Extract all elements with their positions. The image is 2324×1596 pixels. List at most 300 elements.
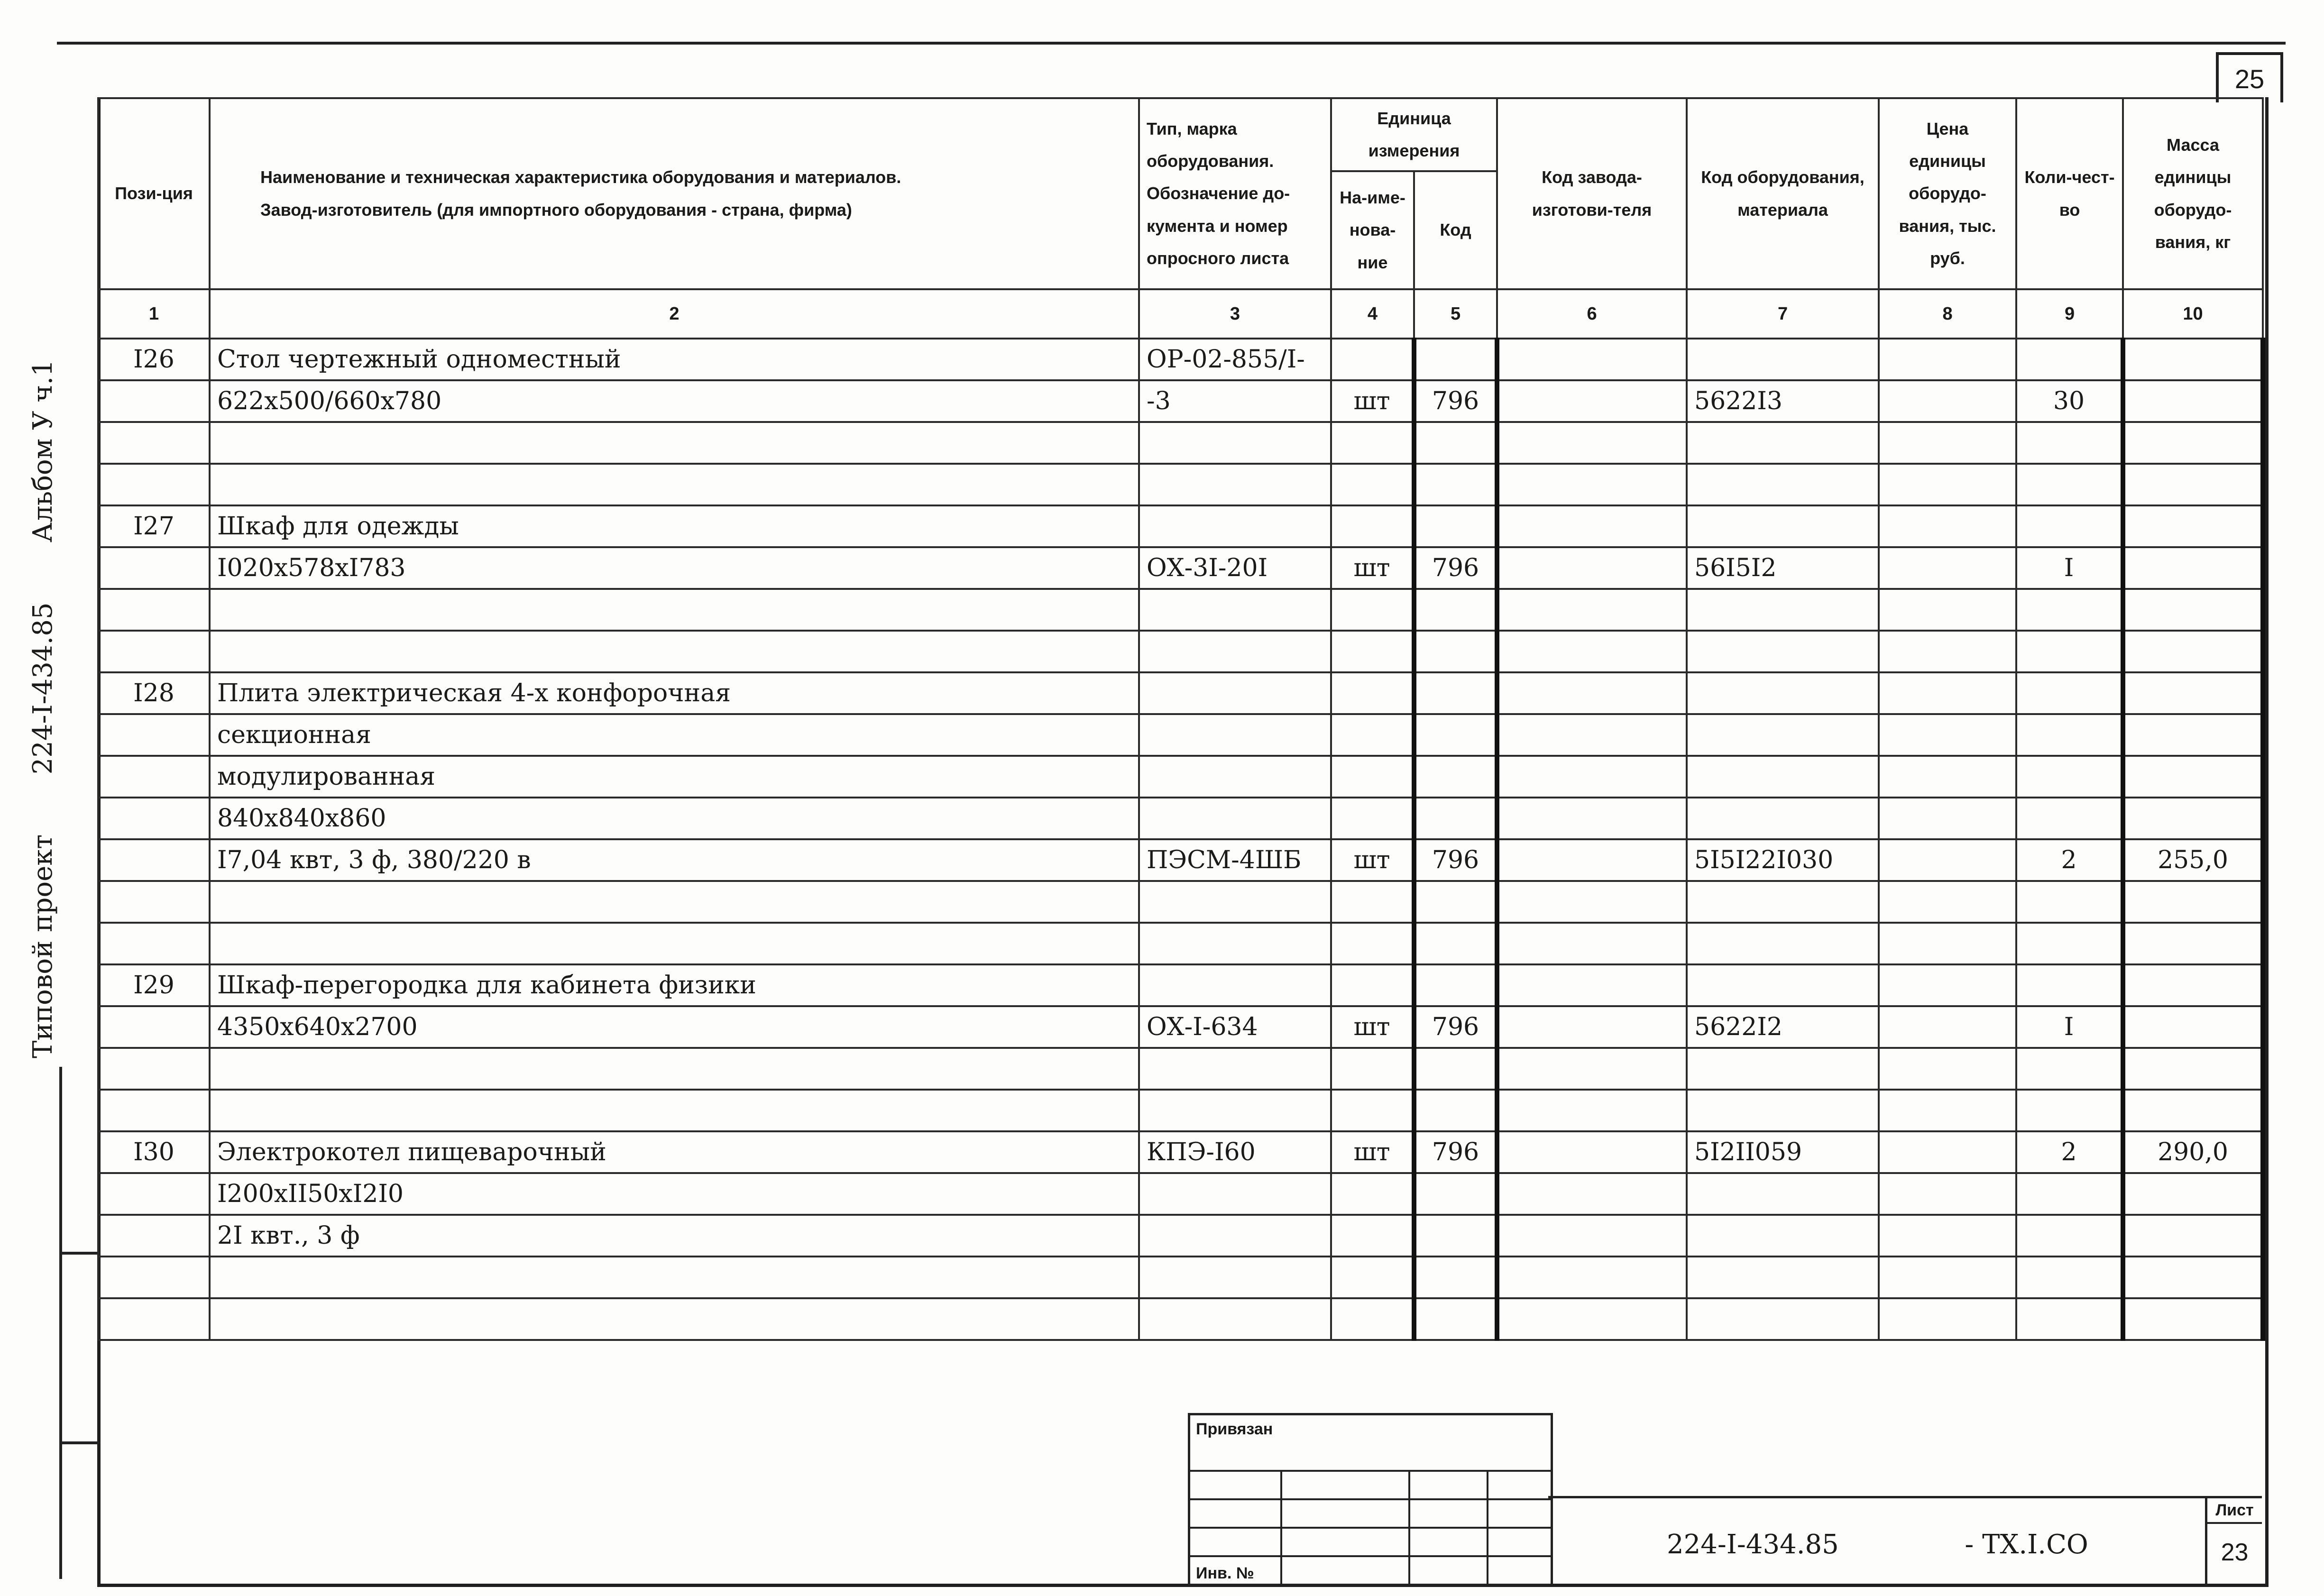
row-position: I28: [98, 672, 210, 714]
row-name: 622х500/660х780: [210, 380, 1139, 422]
row-factory-code: [1497, 1257, 1687, 1298]
row-mass: [2123, 756, 2263, 798]
row-position: [98, 798, 210, 839]
row-mass: [2123, 505, 2263, 547]
row-quantity: [2016, 1298, 2123, 1340]
strip-divider: [59, 1252, 100, 1255]
row-mass: [2123, 881, 2263, 923]
row-type: [1139, 964, 1331, 1006]
row-price: [1879, 1257, 2016, 1298]
row-quantity: 2: [2016, 1131, 2123, 1173]
row-type: [1139, 505, 1331, 547]
row-position: [98, 1090, 210, 1131]
side-album: Альбом У ч.1: [27, 359, 58, 543]
row-position: [98, 1215, 210, 1257]
row-equipment-code: 5I2II059: [1687, 1131, 1879, 1173]
row-unit-code: 796: [1414, 839, 1497, 881]
row-name: [210, 589, 1139, 631]
row-unit: шт: [1331, 380, 1414, 422]
row-position: I27: [98, 505, 210, 547]
row-price: [1879, 547, 2016, 589]
header-row: [98, 98, 2263, 171]
col-header-name-line1: Наименование и техническая характеристика оборудования и материалов.: [260, 167, 901, 187]
row-unit: [1331, 672, 1414, 714]
row-position: [98, 464, 210, 505]
row-mass: [2123, 964, 2263, 1006]
row-factory-code: [1497, 547, 1687, 589]
row-unit-code: [1414, 923, 1497, 964]
row-price: [1879, 339, 2016, 380]
table-row: [98, 1131, 2263, 1173]
row-factory-code: [1497, 505, 1687, 547]
row-name: [210, 464, 1139, 505]
sheet-box: [2205, 1498, 2262, 1586]
row-mass: [2123, 1090, 2263, 1131]
column-number: 6: [1497, 289, 1687, 339]
row-position: [98, 1257, 210, 1298]
row-unit-code: [1414, 1090, 1497, 1131]
row-price: [1879, 714, 2016, 756]
row-unit-code: [1414, 589, 1497, 631]
page-number: 25: [2216, 52, 2283, 102]
row-type: [1139, 1215, 1331, 1257]
row-position: [98, 839, 210, 881]
row-type: ОХ-I-634: [1139, 1006, 1331, 1048]
table-row: [98, 505, 2263, 547]
binding-strip: [59, 1067, 100, 1579]
col-header-unit-code: Код: [1414, 171, 1497, 289]
row-equipment-code: 5622I2: [1687, 1006, 1879, 1048]
row-type: [1139, 589, 1331, 631]
col-header-position: Пози-ция: [98, 98, 210, 289]
row-unit-code: [1414, 1215, 1497, 1257]
row-factory-code: [1497, 1173, 1687, 1215]
top-rule: [57, 42, 2286, 45]
table-row: [98, 881, 2263, 923]
row-type: [1139, 798, 1331, 839]
row-price: [1879, 464, 2016, 505]
table-row: [98, 464, 2263, 505]
stamp-line: [1190, 1498, 1551, 1500]
row-quantity: [2016, 505, 2123, 547]
row-equipment-code: [1687, 923, 1879, 964]
side-project-type: Типовой проект: [27, 834, 58, 1058]
row-position: [98, 631, 210, 672]
row-mass: [2123, 1006, 2263, 1048]
table-row: [98, 1048, 2263, 1090]
row-type: ОР-02-855/I-: [1139, 339, 1331, 380]
row-position: [98, 714, 210, 756]
column-number: 7: [1687, 289, 1879, 339]
table-row: [98, 422, 2263, 464]
row-price: [1879, 923, 2016, 964]
row-equipment-code: [1687, 1298, 1879, 1340]
row-type: [1139, 422, 1331, 464]
row-position: [98, 1298, 210, 1340]
row-position: [98, 756, 210, 798]
row-equipment-code: [1687, 672, 1879, 714]
row-unit: [1331, 631, 1414, 672]
row-unit: [1331, 1048, 1414, 1090]
row-type: [1139, 1257, 1331, 1298]
row-unit: [1331, 339, 1414, 380]
row-mass: [2123, 547, 2263, 589]
row-quantity: [2016, 1215, 2123, 1257]
row-unit-code: 796: [1414, 1131, 1497, 1173]
row-name: [210, 422, 1139, 464]
row-position: [98, 923, 210, 964]
row-name: Шкаф-перегородка для кабинета физики: [210, 964, 1139, 1006]
row-equipment-code: [1687, 1215, 1879, 1257]
row-unit: шт: [1331, 1006, 1414, 1048]
row-mass: [2123, 589, 2263, 631]
row-unit-code: [1414, 756, 1497, 798]
col-header-factory-code: Код завода-изготови-теля: [1497, 98, 1687, 289]
row-price: [1879, 672, 2016, 714]
row-type: [1139, 756, 1331, 798]
document-designation: [1667, 1529, 2088, 1560]
side-stamp: [21, 330, 64, 1088]
row-unit-code: [1414, 881, 1497, 923]
row-price: [1879, 756, 2016, 798]
row-unit: [1331, 881, 1414, 923]
row-unit-code: [1414, 1048, 1497, 1090]
row-quantity: [2016, 589, 2123, 631]
table-row: [98, 756, 2263, 798]
row-name: [210, 1090, 1139, 1131]
row-position: I29: [98, 964, 210, 1006]
row-position: [98, 1006, 210, 1048]
row-name: 2I квт., 3 ф: [210, 1215, 1139, 1257]
row-unit: шт: [1331, 547, 1414, 589]
row-name: 840х840х860: [210, 798, 1139, 839]
row-name: [210, 1298, 1139, 1340]
row-quantity: [2016, 1090, 2123, 1131]
row-price: [1879, 798, 2016, 839]
table-row: [98, 1090, 2263, 1131]
row-price: [1879, 1173, 2016, 1215]
row-quantity: [2016, 1048, 2123, 1090]
stamp-line: [1190, 1555, 1551, 1557]
table-row: [98, 672, 2263, 714]
row-price: [1879, 1298, 2016, 1340]
table-row: [98, 380, 2263, 422]
row-price: [1879, 1090, 2016, 1131]
row-position: [98, 547, 210, 589]
row-price: [1879, 881, 2016, 923]
stamp-line: [1280, 1470, 1282, 1584]
row-unit: [1331, 1298, 1414, 1340]
row-mass: 255,0: [2123, 839, 2263, 881]
row-factory-code: [1497, 1298, 1687, 1340]
table-row: [98, 1298, 2263, 1340]
row-price: [1879, 422, 2016, 464]
row-price: [1879, 1131, 2016, 1173]
row-factory-code: [1497, 839, 1687, 881]
row-mass: [2123, 1048, 2263, 1090]
row-name: I020х578хI783: [210, 547, 1139, 589]
row-name: Стол чертежный одноместный: [210, 339, 1139, 380]
col-header-name: [210, 98, 1139, 289]
row-price: [1879, 631, 2016, 672]
row-quantity: [2016, 964, 2123, 1006]
row-equipment-code: 56I5I2: [1687, 547, 1879, 589]
row-name: секционная: [210, 714, 1139, 756]
table-row: [98, 923, 2263, 964]
row-equipment-code: [1687, 714, 1879, 756]
row-type: [1139, 923, 1331, 964]
sheet-label: Лист: [2207, 1498, 2262, 1524]
title-block: [1548, 1496, 2262, 1586]
row-mass: [2123, 714, 2263, 756]
row-name: 4350х640х2700: [210, 1006, 1139, 1048]
row-name: [210, 1048, 1139, 1090]
row-name: Плита электрическая 4-х конфорочная: [210, 672, 1139, 714]
row-name: модулированная: [210, 756, 1139, 798]
row-factory-code: [1497, 464, 1687, 505]
row-unit-code: [1414, 964, 1497, 1006]
row-unit: [1331, 422, 1414, 464]
row-position: [98, 380, 210, 422]
row-mass: [2123, 339, 2263, 380]
column-number: 2: [210, 289, 1139, 339]
row-factory-code: [1497, 1006, 1687, 1048]
tie-stamp: [1188, 1413, 1553, 1586]
row-type: [1139, 714, 1331, 756]
row-factory-code: [1497, 631, 1687, 672]
row-factory-code: [1497, 798, 1687, 839]
row-type: [1139, 1090, 1331, 1131]
row-quantity: [2016, 672, 2123, 714]
col-header-type: Тип, марка оборудования. Обозначение до-кумента и номер опросного листа: [1139, 98, 1331, 289]
row-name: I200хII50хI2I0: [210, 1173, 1139, 1215]
row-unit: [1331, 964, 1414, 1006]
row-mass: [2123, 1173, 2263, 1215]
strip-divider: [59, 1441, 100, 1444]
row-quantity: 30: [2016, 380, 2123, 422]
row-factory-code: [1497, 380, 1687, 422]
row-unit: [1331, 464, 1414, 505]
row-equipment-code: [1687, 1048, 1879, 1090]
row-type: ПЭСМ-4ШБ: [1139, 839, 1331, 881]
col-header-unit-name: На-име-нова-ние: [1331, 171, 1414, 289]
row-unit-code: 796: [1414, 547, 1497, 589]
row-type: [1139, 1298, 1331, 1340]
table-row: [98, 839, 2263, 881]
row-mass: [2123, 380, 2263, 422]
row-unit: [1331, 756, 1414, 798]
row-quantity: [2016, 923, 2123, 964]
row-name: [210, 881, 1139, 923]
row-equipment-code: [1687, 631, 1879, 672]
row-position: I30: [98, 1131, 210, 1173]
table-row: [98, 1215, 2263, 1257]
row-mass: [2123, 798, 2263, 839]
row-factory-code: [1497, 1215, 1687, 1257]
row-mass: [2123, 1257, 2263, 1298]
row-unit-code: [1414, 631, 1497, 672]
row-quantity: [2016, 881, 2123, 923]
stamp-inv-label: Инв. №: [1196, 1564, 1254, 1582]
row-type: [1139, 631, 1331, 672]
row-mass: [2123, 672, 2263, 714]
row-price: [1879, 589, 2016, 631]
row-unit-code: [1414, 672, 1497, 714]
row-quantity: I: [2016, 1006, 2123, 1048]
table-row: [98, 1257, 2263, 1298]
row-unit: [1331, 923, 1414, 964]
row-type: ОХ-3I-20I: [1139, 547, 1331, 589]
row-equipment-code: [1687, 339, 1879, 380]
row-position: I26: [98, 339, 210, 380]
row-type: -3: [1139, 380, 1331, 422]
row-unit: [1331, 798, 1414, 839]
row-type: [1139, 464, 1331, 505]
row-unit: [1331, 589, 1414, 631]
row-type: [1139, 1173, 1331, 1215]
row-unit-code: [1414, 422, 1497, 464]
row-equipment-code: [1687, 1090, 1879, 1131]
row-unit-code: [1414, 1298, 1497, 1340]
col-header-price: Цена единицы оборудо-вания, тыс. руб.: [1879, 98, 2016, 289]
row-factory-code: [1497, 589, 1687, 631]
row-mass: [2123, 1298, 2263, 1340]
row-unit: [1331, 1090, 1414, 1131]
row-equipment-code: 5622I3: [1687, 380, 1879, 422]
row-mass: [2123, 464, 2263, 505]
col-header-mass: Масса единицы оборудо-вания, кг: [2123, 98, 2263, 289]
table-row: [98, 1006, 2263, 1048]
row-unit: [1331, 1257, 1414, 1298]
row-factory-code: [1497, 1090, 1687, 1131]
row-name: [210, 1257, 1139, 1298]
side-project-number: 224-I-434.85: [27, 602, 58, 775]
stamp-tied-label: Привязан: [1196, 1420, 1273, 1438]
column-number: 4: [1331, 289, 1414, 339]
table-body: [98, 339, 2263, 1340]
row-quantity: [2016, 464, 2123, 505]
row-unit: [1331, 1173, 1414, 1215]
row-equipment-code: [1687, 422, 1879, 464]
designation-number: 224-I-434.85: [1667, 1529, 1839, 1560]
sheet-number: 23: [2221, 1539, 2249, 1566]
row-equipment-code: 5I5I22I030: [1687, 839, 1879, 881]
row-quantity: [2016, 631, 2123, 672]
row-equipment-code: [1687, 505, 1879, 547]
row-position: [98, 422, 210, 464]
row-factory-code: [1497, 672, 1687, 714]
column-number: 3: [1139, 289, 1331, 339]
row-quantity: I: [2016, 547, 2123, 589]
column-numbers-row: [98, 289, 2263, 339]
row-equipment-code: [1687, 756, 1879, 798]
row-equipment-code: [1687, 589, 1879, 631]
row-quantity: [2016, 422, 2123, 464]
row-equipment-code: [1687, 464, 1879, 505]
table-row: [98, 547, 2263, 589]
row-unit-code: [1414, 464, 1497, 505]
row-unit-code: [1414, 798, 1497, 839]
row-quantity: [2016, 339, 2123, 380]
row-quantity: 2: [2016, 839, 2123, 881]
row-name: [210, 631, 1139, 672]
row-position: [98, 589, 210, 631]
row-name: Электрокотел пищеварочный: [210, 1131, 1139, 1173]
row-unit: [1331, 714, 1414, 756]
row-unit-code: [1414, 505, 1497, 547]
row-price: [1879, 1048, 2016, 1090]
stamp-line: [1487, 1470, 1488, 1584]
row-name: I7,04 квт, 3 ф, 380/220 в: [210, 839, 1139, 881]
row-name: [210, 923, 1139, 964]
row-unit-code: 796: [1414, 380, 1497, 422]
row-factory-code: [1497, 422, 1687, 464]
row-quantity: [2016, 1257, 2123, 1298]
row-equipment-code: [1687, 798, 1879, 839]
row-price: [1879, 839, 2016, 881]
table-row: [98, 339, 2263, 380]
row-type: [1139, 881, 1331, 923]
row-equipment-code: [1687, 881, 1879, 923]
table-row: [98, 964, 2263, 1006]
row-factory-code: [1497, 714, 1687, 756]
row-factory-code: [1497, 1131, 1687, 1173]
column-number: 10: [2123, 289, 2263, 339]
row-unit: [1331, 505, 1414, 547]
row-equipment-code: [1687, 1173, 1879, 1215]
row-position: [98, 881, 210, 923]
row-position: [98, 1173, 210, 1215]
row-type: КПЭ-I60: [1139, 1131, 1331, 1173]
row-price: [1879, 505, 2016, 547]
stamp-line: [1190, 1470, 1551, 1472]
column-number: 1: [98, 289, 210, 339]
column-number: 9: [2016, 289, 2123, 339]
row-mass: [2123, 631, 2263, 672]
row-type: [1139, 672, 1331, 714]
row-unit: шт: [1331, 839, 1414, 881]
row-unit: [1331, 1215, 1414, 1257]
row-price: [1879, 1006, 2016, 1048]
column-number: 8: [1879, 289, 2016, 339]
row-unit-code: [1414, 1257, 1497, 1298]
table-row: [98, 714, 2263, 756]
row-position: [98, 1048, 210, 1090]
row-factory-code: [1497, 964, 1687, 1006]
row-factory-code: [1497, 881, 1687, 923]
row-quantity: [2016, 1173, 2123, 1215]
row-mass: [2123, 1215, 2263, 1257]
row-type: [1139, 1048, 1331, 1090]
row-mass: 290,0: [2123, 1131, 2263, 1173]
col-header-unit-group: Единица измерения: [1331, 98, 1497, 171]
col-header-quantity: Коли-чест-во: [2016, 98, 2123, 289]
col-header-equipment-code: Код оборудования, материала: [1687, 98, 1879, 289]
stamp-line: [1190, 1527, 1551, 1529]
row-mass: [2123, 422, 2263, 464]
table-row: [98, 631, 2263, 672]
row-quantity: [2016, 714, 2123, 756]
column-number: 5: [1414, 289, 1497, 339]
row-factory-code: [1497, 339, 1687, 380]
row-price: [1879, 964, 2016, 1006]
row-factory-code: [1497, 1048, 1687, 1090]
col-header-name-line2: Завод-изготовитель (для импортного оборудования - страна, фирма): [260, 200, 852, 220]
row-equipment-code: [1687, 1257, 1879, 1298]
row-price: [1879, 1215, 2016, 1257]
row-quantity: [2016, 798, 2123, 839]
equipment-spec-table: [97, 97, 2265, 1341]
